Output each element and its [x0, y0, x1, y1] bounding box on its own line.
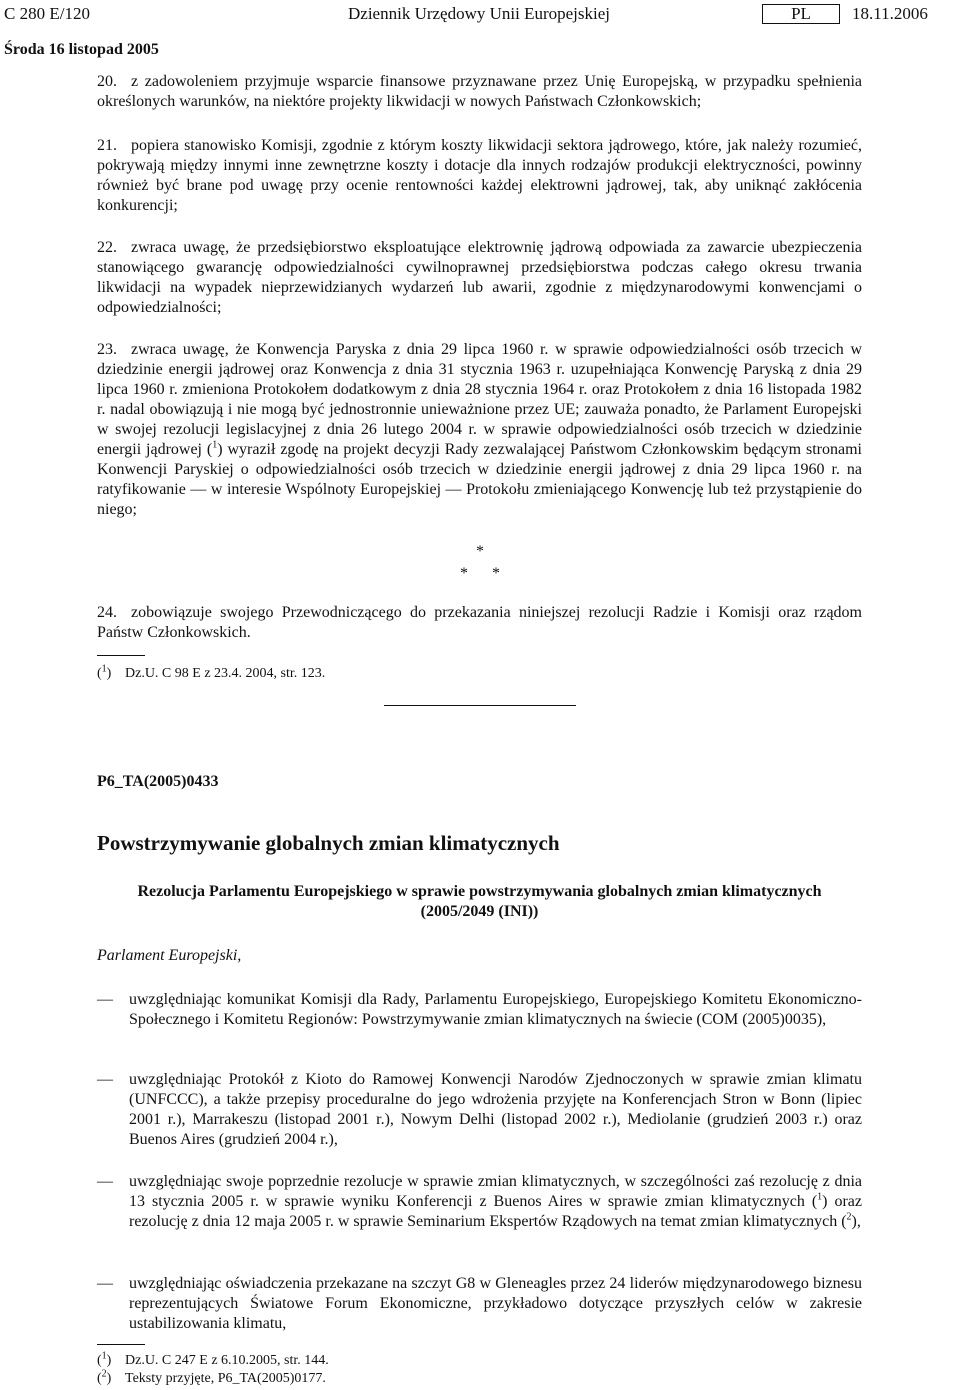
- section-separator: [384, 705, 576, 706]
- paragraph-22: [97, 238, 862, 318]
- paragraph-text: zwraca uwagę, że Konwencja Paryska z dnia 29 lipca 1960 r. w sprawie odpowiedzialności osób trzecich w dziedzinie energii jądrowej oraz Konwencja z dnia 31 stycznia 1963 r. uzupełniająca Konwencję Paryską z dnia 29 lipca 1960 r. zmieniona Protokołem dodatkowym z dnia 28 stycznia 1964 r. oraz Protokołem z dnia 16 listopada 1982 r. nadal obowiązują i nie mogą być jednostronnie unieważnione przez UE; zauważa ponadto, że Parlament Europejski w swojej rezolucji legislacyjnej z dnia 26 lutego 2004 r. w sprawie odpowiedzialności osób trzecich w dziedzinie energii jądrowej (: [97, 341, 862, 458]
- citation-item: [97, 990, 862, 1030]
- footnote-text: Dz.U. C 98 E z 23.4. 2004, str. 123.: [125, 666, 326, 681]
- resolution-title-line1: Rezolucja Parlamentu Europejskiego w sprawie powstrzymywania globalnych zmian klimatycznych: [137, 883, 822, 900]
- paragraph-23: [97, 340, 862, 520]
- citation-text-part: ),: [851, 1213, 861, 1230]
- language-badge: PL: [762, 4, 840, 24]
- page-header: [0, 4, 960, 26]
- resolution-title-line2: (2005/2049 (INI)): [420, 903, 539, 920]
- paragraph-text: popiera stanowisko Komisji, zgodnie z którym koszty likwidacji sektora jądrowego, które, jak należy rozumieć, pokrywają między innymi inne zewnętrzne koszty i dotacje dla innych rodzajów produkcji elektryczności, powinny również być brane pod uwagę przy ocenie rentowności każdej elektrowni jądrowej, tak, aby uniknąć zakłócenia konkurencji;: [97, 137, 862, 214]
- journal-date: 18.11.2006: [852, 4, 928, 23]
- citation-text: uwzględniając komunikat Komisji dla Rady, Parlamentu Europejskiego, Europejskiego Komitetu Ekonomiczno-Społecznego i Komitetu Regionów: Powstrzymywanie zmian klimatycznych na świecie (COM (2005)0035),: [129, 991, 862, 1028]
- journal-reference: C 280 E/120: [4, 4, 90, 23]
- session-date: Środa 16 listopad 2005: [4, 41, 159, 58]
- footnote-mark: 2: [101, 1368, 107, 1380]
- footnote-ref[interactable]: 1: [817, 1191, 823, 1203]
- paragraph-text: z zadowoleniem przyjmuje wsparcie finansowe przyznawane przez Unię Europejską, w przypadku spełnienia określonych warunków, na niektóre projekty likwidacji w nowych Państwach Członkowskich;: [97, 73, 862, 110]
- dash-marker: —: [97, 1173, 113, 1190]
- paragraph-20: [97, 72, 862, 112]
- footnote-text: Dz.U. C 247 E z 6.10.2005, str. 144.: [125, 1353, 329, 1368]
- paragraph-21: [97, 136, 862, 216]
- journal-title: Dziennik Urzędowy Unii Europejskiej: [348, 4, 611, 23]
- citation-item: [97, 1274, 862, 1334]
- separator-star-top: *: [476, 543, 484, 560]
- citation-text-part: uwzględniając swoje poprzednie rezolucje w sprawie zmian klimatycznych, w szczególności zaś rezolucję z dnia 13 stycznia 2005 r. w sprawie wyniku Konferencji z Buenos Aires w sprawie zmian klimatycznych (: [129, 1173, 862, 1210]
- citation-text-part: ) oraz rezolucję z dnia 12 maja 2005 r. w sprawie Seminarium Ekspertów Rządowych na temat zmian klimatycznych (: [129, 1193, 862, 1230]
- dash-marker: —: [97, 1071, 113, 1088]
- paragraph-number: 24.: [97, 604, 117, 621]
- document-title: Powstrzymywanie globalnych zmian klimatycznych: [97, 831, 560, 855]
- citation-text: uwzględniając oświadczenia przekazane na szczyt G8 w Gleneagles przez 24 liderów międzynarodowego biznesu reprezentujących Światowe Forum Ekonomiczne, przykładowo dotyczące przyszłych celów w zakresie ustabilizowania klimatu,: [129, 1275, 862, 1332]
- citation-text: uwzględniając Protokół z Kioto do Ramowej Konwencji Narodów Zjednoczonych w sprawie zmian klimatu (UNFCCC), a także przepisy proceduralne do jego wdrożenia przyjęte na Konferencjach Stron w Bonn (lipiec 2001 r.), Marrakeszu (listopad 2001 r.), Nowym Delhi (listopad 2002 r.), Mediolanie (grudzień 2003 r.) oraz Buenos Aires (grudzień 2004 r.),: [129, 1071, 862, 1148]
- separator-stars-bottom: * *: [460, 565, 500, 582]
- paragraph-24: [97, 603, 862, 643]
- citation-text: [129, 1172, 862, 1232]
- resolution-title: [97, 882, 862, 922]
- footnote-ref[interactable]: 2: [846, 1211, 852, 1223]
- parliament-intro: Parlament Europejski,: [97, 947, 242, 964]
- paragraph-text: zwraca uwagę, że przedsiębiorstwo eksploatujące elektrownię jądrową odpowiada za zawarcie ubezpieczenia stanowiącego gwarancję odpowiedzialności cywilnoprawnej przedsiębiorstwa podczas całego okresu trwania likwidacji na wypadek nieprzewidzianych wydarzeń lub awarii, zgodnie z międzynarodowymi konwencjami o odpowiedzialności;: [97, 239, 862, 316]
- dash-marker: —: [97, 1275, 113, 1292]
- paragraph-number: 22.: [97, 239, 117, 256]
- footnote-rule: [97, 1344, 145, 1345]
- paragraph-number: 21.: [97, 137, 117, 154]
- citation-item: [97, 1172, 862, 1232]
- footnote: ($^1$) Dz.U. C 98 E z 23.4. 2004, str. 123.: [97, 663, 326, 681]
- footnote-ref[interactable]: 1: [212, 439, 218, 451]
- footnote: ($^2$) Teksty przyjęte, P6_TA(2005)0177.: [97, 1368, 326, 1386]
- footnote: ($^1$) Dz.U. C 247 E z 6.10.2005, str. 144.: [97, 1350, 329, 1368]
- paragraph-number: 23.: [97, 341, 117, 358]
- footnote-rule: [97, 655, 145, 656]
- paragraph-text-cont: ) wyraził zgodę na projekt decyzji Rady zezwalającej Państwom Członkowskim będącym stronami Konwencji Paryskiej o odpowiedzialności osób trzecich w dziedzinie energii jądrowej z dnia 29 lipca 1960 r. na ratyfikowanie — w interesie Wspólnoty Europejskiej — Protokołu zmieniającego Konwencję lub też przystąpienie do niego;: [97, 441, 863, 518]
- paragraph-text: zobowiązuje swojego Przewodniczącego do przekazania niniejszej rezolucji Radzie i Komisji oraz rządom Państw Członkowskich.: [97, 604, 862, 641]
- footnote-text: Teksty przyjęte, P6_TA(2005)0177.: [125, 1371, 326, 1386]
- dash-marker: —: [97, 991, 113, 1008]
- footnote-mark: 1: [101, 663, 107, 675]
- footnote-mark: 1: [101, 1350, 107, 1362]
- document-reference: P6_TA(2005)0433: [97, 773, 219, 790]
- paragraph-number: 20.: [97, 73, 117, 90]
- citation-item: [97, 1070, 862, 1150]
